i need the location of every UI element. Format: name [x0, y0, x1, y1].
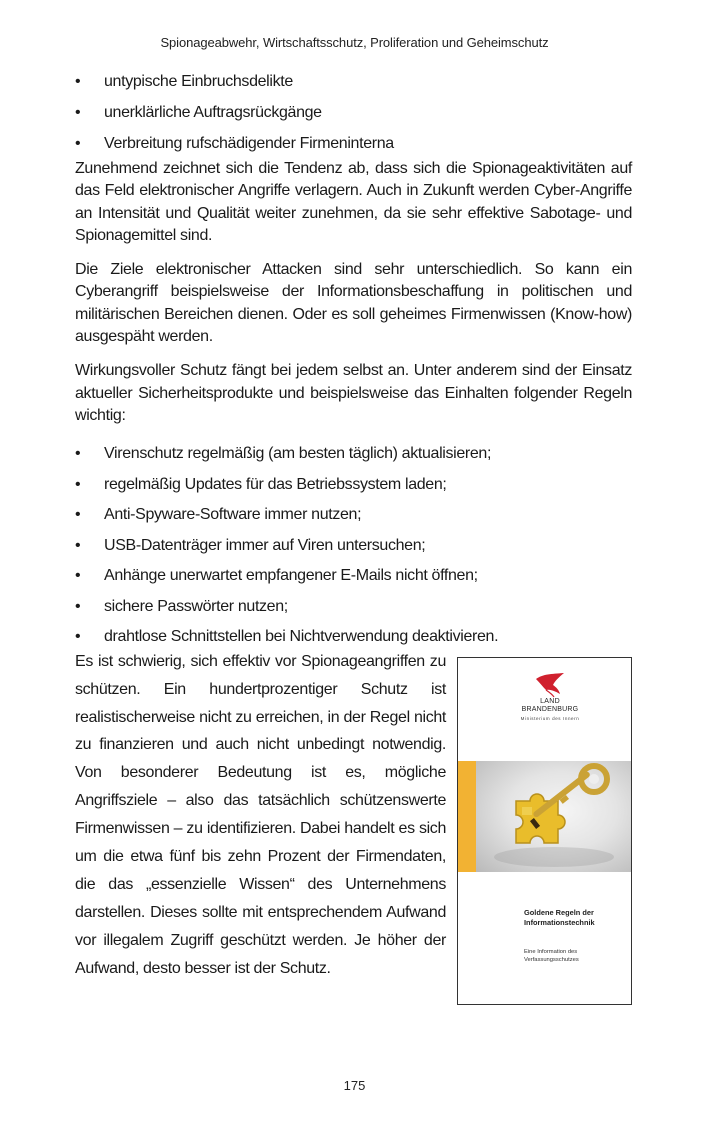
- list-item: [75, 72, 632, 92]
- list-item: [75, 444, 632, 464]
- list-item-text: untypische Einbruchsdelikte: [104, 73, 293, 90]
- brochure-cover-figure: [457, 657, 632, 1005]
- list-item-text: regelmäßig Updates für das Betriebssystem laden;: [104, 475, 447, 493]
- bullet-symbol: •: [75, 73, 81, 90]
- bullet-symbol: •: [75, 104, 81, 121]
- bullet-symbol: •: [75, 536, 81, 554]
- bullet-list-indicators: [75, 72, 632, 154]
- list-item: [75, 103, 632, 123]
- paragraph-cyber-trend: Zunehmend zeichnet sich die Tendenz ab, dass sich die Spionageaktivitäten auf das Feld elektronischer Angriffe verlagern. Auch in Zukunft werden Cyber-Angriffe an Intensität und Qualität weiter zunehmen, da sie sehr effektive Sabotage- und Spionagemittel sind.: [75, 160, 632, 244]
- list-item-text: drahtlose Schnittstellen bei Nichtverwendung deaktivieren.: [104, 628, 499, 646]
- eagle-icon: [533, 672, 567, 698]
- page-body: [75, 72, 632, 1032]
- brochure-subtitle-line: Eine Information des: [524, 948, 578, 955]
- list-item: [75, 627, 632, 647]
- text-with-figure: [75, 652, 632, 1032]
- paragraph-protection-scope: Es ist schwierig, sich effektiv vor Spionageangriffen zu schützen. Ein hundertprozentiger Schutz ist realistischerweise nicht zu erreichen, in der Regel nicht zu finanzieren und auch nicht unbedingt notwendig. Von besonderer Bedeutung ist es, mögliche Angriffsziele – also das tatsächlich schützenswerte Firmenwissen – zu identifizieren. Dabei handelt es sich um die etwa fünf bis zehn Prozent der Firmendaten, die das „essenzielle Wissen“ des Unternehmens darstellen. Dieses sollte mit entsprechendem Aufwand vor illegalem Zugriff geschützt werden. Je höher der Aufwand, desto besser ist der Schutz.: [75, 652, 446, 977]
- bullet-symbol: •: [75, 628, 81, 646]
- logo-text-ministry: Ministerium des Innern: [520, 715, 580, 721]
- list-item: [75, 134, 632, 154]
- list-item: [75, 505, 632, 525]
- bullet-symbol: •: [75, 597, 81, 615]
- list-item-text: sichere Passwörter nutzen;: [104, 597, 288, 615]
- list-item-text: Virenschutz regelmäßig (am besten täglich) aktualisieren;: [104, 445, 492, 463]
- logo-text-state: BRANDENBURG: [521, 705, 579, 713]
- list-item-text: unerklärliche Auftragsrückgänge: [104, 104, 322, 121]
- brochure-subtitle-line: Verfassungsschutzes: [524, 956, 579, 963]
- brandenburg-logo: [510, 672, 590, 722]
- list-item-text: Anti-Spyware-Software immer nutzen;: [104, 506, 362, 524]
- accent-stripe: [458, 761, 476, 872]
- bullet-symbol: •: [75, 445, 81, 463]
- bullet-symbol: •: [75, 475, 81, 493]
- list-item: [75, 566, 632, 586]
- brochure-title-line: Informationstechnik: [524, 917, 595, 927]
- list-item-text: Anhänge unerwartet empfangener E-Mails nicht öffnen;: [104, 567, 478, 585]
- paragraph-attack-goals: Die Ziele elektronischer Attacken sind sehr unterschiedlich. So kann ein Cyberangriff beispielsweise der Informationsbeschaffung in politischen und militärischen Bereichen dienen. Oder es soll geheimes Firmenwissen (Know-how) ausgespäht werden.: [75, 261, 632, 346]
- puzzle-key-icon: [476, 761, 632, 872]
- list-item-text: USB-Datenträger immer auf Viren untersuchen;: [104, 536, 426, 554]
- logo-text-land: LAND: [540, 697, 560, 705]
- list-item: [75, 536, 632, 556]
- bullet-symbol: •: [75, 135, 81, 152]
- page-number: 175: [343, 1078, 366, 1093]
- brochure-title-line: Goldene Regeln der: [524, 907, 594, 917]
- brochure-title: [524, 908, 624, 928]
- list-item: [75, 597, 632, 617]
- running-header: Spionageabwehr, Wirtschaftsschutz, Proliferation und Geheimschutz: [160, 35, 549, 50]
- list-item: [75, 475, 632, 495]
- brochure-subtitle: [524, 948, 624, 964]
- bullet-symbol: •: [75, 567, 81, 585]
- bullet-list-rules: [75, 444, 632, 647]
- bullet-symbol: •: [75, 506, 81, 524]
- paragraph-protection-intro: Wirkungsvoller Schutz fängt bei jedem selbst an. Unter anderem sind der Einsatz aktueller Sicherheitsprodukte und beispielsweise das Einhalten folgender Regeln wichtig:: [75, 362, 632, 424]
- list-item-text: Verbreitung rufschädigender Firmeninterna: [104, 135, 394, 152]
- puzzle-key-photo: [476, 761, 632, 872]
